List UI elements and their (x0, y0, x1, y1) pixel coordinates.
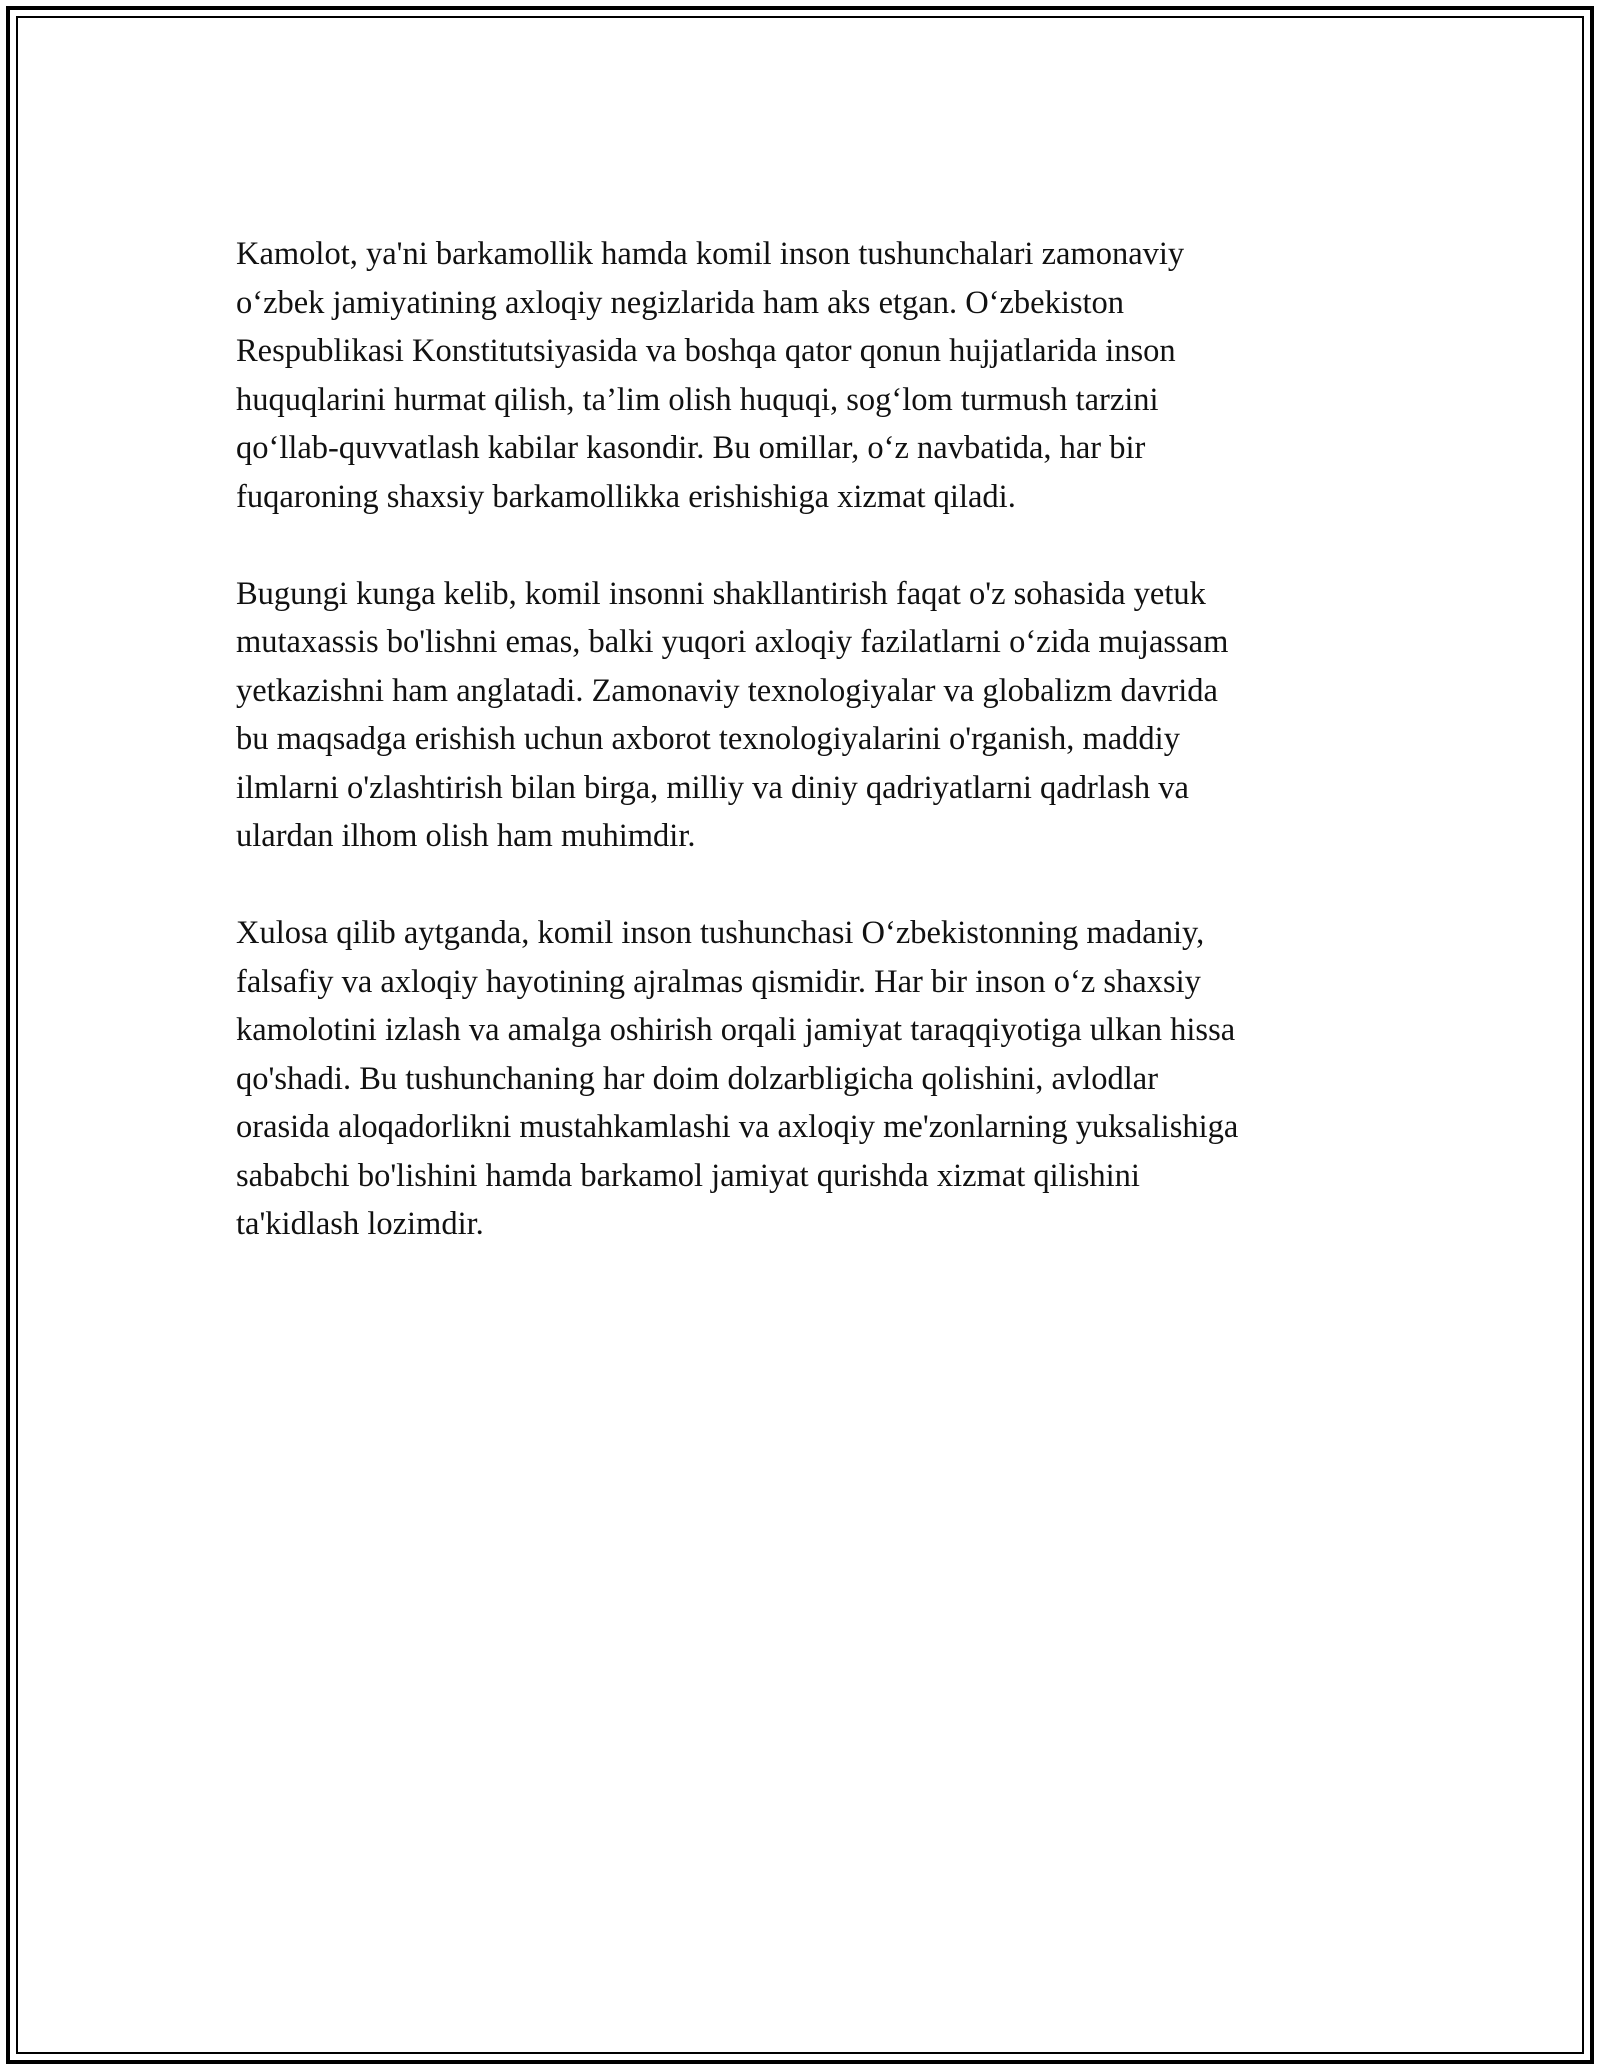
document-body (236, 230, 1376, 1297)
paragraph-1: Kamolot, ya'ni barkamollik hamda komil inson tushunchalari zamonaviy o‘zbek jamiyatining axloqiy negizlarida ham aks etgan. O‘zbekiston Respublikasi Konstitutsiyasida va boshqa qator qonun hujjatlarida inson huquqlarini hurmat qilish, ta’lim olish huquqi, sog‘lom turmush tarzini qo‘llab-quvvatlash kabilar kasondir. Bu omillar, o‘z navbatida, har bir fuqaroning shaxsiy barkamollikka erishishiga xizmat qiladi. (236, 236, 1185, 515)
paragraph-2: Bugungi kunga kelib, komil insonni shakllantirish faqat o'z sohasida yetuk mutaxassis bo'lishni emas, balki yuqori axloqiy fazilatlarni o‘zida mujassam yetkazishni ham anglatadi. Zamonaviy texnologiyalar va globalizm davrida bu maqsadga erishish uchun axborot texnologiyalarini o'rganish, maddiy ilmlarni o'zlashtirish bilan birga, milliy va diniy qadriyatlarni qadrlash va ulardan ilhom olish ham muhimdir. (236, 575, 1229, 854)
paragraph-3: Xulosa qilib aytganda, komil inson tushunchasi O‘zbekistonning madaniy, falsafiy va axloqiy hayotining ajralmas qismidir. Har bir inson o‘z shaxsiy kamolotini izlash va amalga oshirish orqali jamiyat taraqqiyotiga ulkan hissa qo'shadi. Bu tushunchaning har doim dolzarbligicha qolishini, avlodlar orasida aloqadorlikni mustahkamlashi va axloqiy me'zonlarning yuksalishiga sababchi bo'lishini hamda barkamol jamiyat qurishda xizmat qilishini ta'kidlash lozimdir. (236, 915, 1239, 1242)
